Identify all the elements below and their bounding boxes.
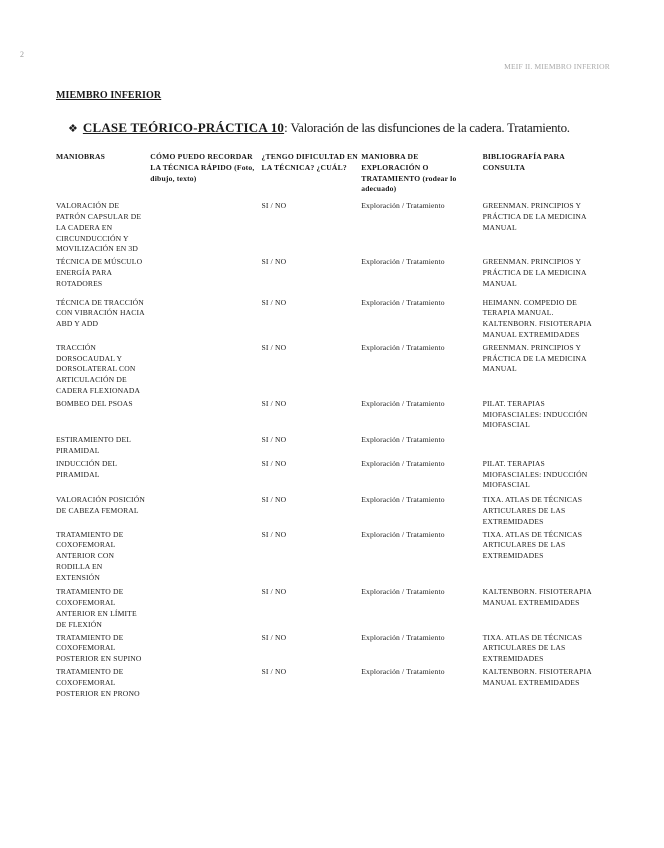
recordar-cell[interactable]	[150, 633, 261, 667]
table-row	[56, 633, 606, 667]
recordar-cell[interactable]	[150, 530, 261, 588]
header-maniobras: MANIOBRAS	[56, 152, 106, 161]
recordar-cell[interactable]	[150, 201, 261, 257]
header-recordar: CÓMO PUEDO RECORDAR LA TÉCNICA RÁPIDO (Foto, dibujo, texto)	[150, 152, 255, 183]
dificultad-cell[interactable]: SI / NO	[261, 201, 287, 211]
maniobra-cell: TRATAMIENTO DE COXOFEMORAL POSTERIOR EN SUPINO	[56, 632, 142, 664]
recordar-cell[interactable]	[150, 435, 261, 459]
table-body	[56, 201, 606, 701]
tipo-cell[interactable]: Exploración / Tratamiento	[361, 632, 445, 642]
recordar-cell[interactable]	[150, 495, 261, 529]
recordar-cell[interactable]	[150, 257, 261, 297]
table-row	[56, 459, 606, 495]
recordar-cell[interactable]	[150, 298, 261, 343]
bibliografia-cell: KALTENBORN. FISIOTERAPIA MANUAL EXTREMIDADES	[482, 667, 592, 687]
page-number: 2	[20, 50, 24, 59]
tipo-cell[interactable]: Exploración / Tratamiento	[361, 257, 445, 267]
dificultad-cell[interactable]: SI / NO	[261, 297, 287, 307]
class-title	[68, 120, 588, 137]
dificultad-cell[interactable]: SI / NO	[261, 398, 287, 408]
recordar-cell[interactable]	[150, 399, 261, 435]
class-description: Valoración de las disfunciones de la cadera. Tratamiento.	[287, 120, 570, 135]
bibliografia-cell: TIXA. ATLAS DE TÉCNICAS ARTICULARES DE LAS EXTREMIDADES	[482, 632, 583, 664]
recordar-cell[interactable]	[150, 343, 261, 399]
bibliografia-cell: KALTENBORN. FISIOTERAPIA MANUAL EXTREMIDADES	[482, 587, 592, 608]
table-row	[56, 399, 606, 435]
section-title: MIEMBRO INFERIOR	[56, 90, 162, 101]
header-tipo: MANIOBRA DE EXPLORACIÓN O TRATAMIENTO (rodear lo adecuado)	[361, 152, 457, 194]
maniobra-cell: TRATAMIENTO DE COXOFEMORAL ANTERIOR EN LÍMITE DE FLEXIÓN	[56, 587, 137, 629]
maniobra-cell: TRACCIÓN DORSOCAUDAL Y DORSOLATERAL CON ARTICULACIÓN DE CADERA FLEXIONADA	[56, 342, 141, 395]
bibliografia-cell: PILAT. TERAPIAS MIOFASCIALES: INDUCCIÓN MIOFASCIAL	[482, 398, 588, 430]
maniobra-cell: TRATAMIENTO DE COXOFEMORAL POSTERIOR EN PRONO	[56, 667, 140, 698]
maniobra-cell: INDUCCIÓN DEL PIRAMIDAL	[56, 458, 117, 479]
bibliografia-cell: PILAT. TERAPIAS MIOFASCIALES: INDUCCIÓN MIOFASCIAL	[482, 458, 588, 490]
table-row	[56, 257, 606, 297]
tipo-cell[interactable]: Exploración / Tratamiento	[361, 297, 445, 307]
tipo-cell[interactable]: Exploración / Tratamiento	[361, 495, 445, 505]
maniobra-cell: VALORACIÓN DE PATRÓN CAPSULAR DE LA CADERA EN CIRCUNDUCCIÓN Y MOVILIZACIÓN EN 3D	[56, 201, 142, 254]
dificultad-cell[interactable]: SI / NO	[261, 435, 287, 445]
running-header: MEIF II. MIEMBRO INFERIOR	[504, 62, 610, 71]
header-bibliografia: BIBLIOGRAFÍA PARA CONSULTA	[482, 152, 565, 172]
maniobra-cell: BOMBEO DEL PSOAS	[56, 398, 133, 408]
dificultad-cell[interactable]: SI / NO	[261, 632, 287, 642]
tipo-cell[interactable]: Exploración / Tratamiento	[361, 529, 445, 539]
dificultad-cell[interactable]: SI / NO	[261, 495, 287, 505]
table-row	[56, 530, 606, 588]
table-row	[56, 343, 606, 399]
header-dificultad: ¿TENGO DIFICULTAD EN LA TÉCNICA? ¿CUÁL?	[261, 152, 358, 172]
tipo-cell[interactable]: Exploración / Tratamiento	[361, 201, 445, 211]
maniobra-cell: TRATAMIENTO DE COXOFEMORAL ANTERIOR CON RODILLA EN EXTENSIÓN	[56, 529, 124, 582]
bibliografia-cell: TIXA. ATLAS DE TÉCNICAS ARTICULARES DE LAS EXTREMIDADES	[482, 529, 583, 561]
table-row	[56, 587, 606, 632]
maniobras-table	[56, 152, 606, 701]
bibliografia-cell: GREENMAN. PRINCIPIOS Y PRÁCTICA DE LA MEDICINA MANUAL	[482, 342, 587, 374]
maniobra-cell: TÉCNICA DE MÚSCULO ENERGÍA PARA ROTADORES	[56, 257, 143, 288]
tipo-cell[interactable]: Exploración / Tratamiento	[361, 458, 445, 468]
dificultad-cell[interactable]: SI / NO	[261, 529, 287, 539]
dificultad-cell[interactable]: SI / NO	[261, 458, 287, 468]
class-separator: :	[284, 120, 288, 135]
maniobra-cell: VALORACIÓN POSICIÓN DE CABEZA FEMORAL	[56, 495, 145, 515]
dificultad-cell[interactable]: SI / NO	[261, 342, 287, 352]
tipo-cell[interactable]: Exploración / Tratamiento	[361, 435, 445, 445]
table-row	[56, 201, 606, 257]
diamond-bullet-icon: ❖	[68, 123, 78, 135]
bibliografia-cell: TIXA. ATLAS DE TÉCNICAS ARTICULARES DE LAS EXTREMIDADES	[482, 495, 583, 526]
table-row	[56, 298, 606, 343]
bibliografia-cell	[483, 435, 606, 459]
table-row	[56, 495, 606, 529]
recordar-cell[interactable]	[150, 667, 261, 701]
recordar-cell[interactable]	[150, 459, 261, 495]
dificultad-cell[interactable]: SI / NO	[261, 667, 287, 677]
class-label: CLASE TEÓRICO-PRÁCTICA 10	[82, 120, 285, 135]
table-header-row	[56, 152, 606, 201]
table-row	[56, 435, 606, 459]
bibliografia-cell: HEIMANN. COMPEDIO DE TERAPIA MANUAL. KALTENBORN. FISIOTERAPIA MANUAL EXTREMIDADES	[482, 297, 592, 339]
maniobra-cell: ESTIRAMIENTO DEL PIRAMIDAL	[56, 435, 131, 455]
bibliografia-cell: GREENMAN. PRINCIPIOS Y PRÁCTICA DE LA MEDICINA MANUAL	[482, 257, 587, 288]
tipo-cell[interactable]: Exploración / Tratamiento	[361, 667, 445, 677]
tipo-cell[interactable]: Exploración / Tratamiento	[361, 342, 445, 352]
table-row	[56, 667, 606, 701]
maniobra-cell: TÉCNICA DE TRACCIÓN CON VIBRACIÓN HACIA ABD Y ADD	[56, 297, 145, 329]
tipo-cell[interactable]: Exploración / Tratamiento	[361, 587, 445, 597]
tipo-cell[interactable]: Exploración / Tratamiento	[361, 398, 445, 408]
dificultad-cell[interactable]: SI / NO	[261, 257, 287, 267]
recordar-cell[interactable]	[150, 587, 261, 632]
bibliografia-cell: GREENMAN. PRINCIPIOS Y PRÁCTICA DE LA MEDICINA MANUAL	[482, 201, 587, 232]
dificultad-cell[interactable]: SI / NO	[261, 587, 287, 597]
